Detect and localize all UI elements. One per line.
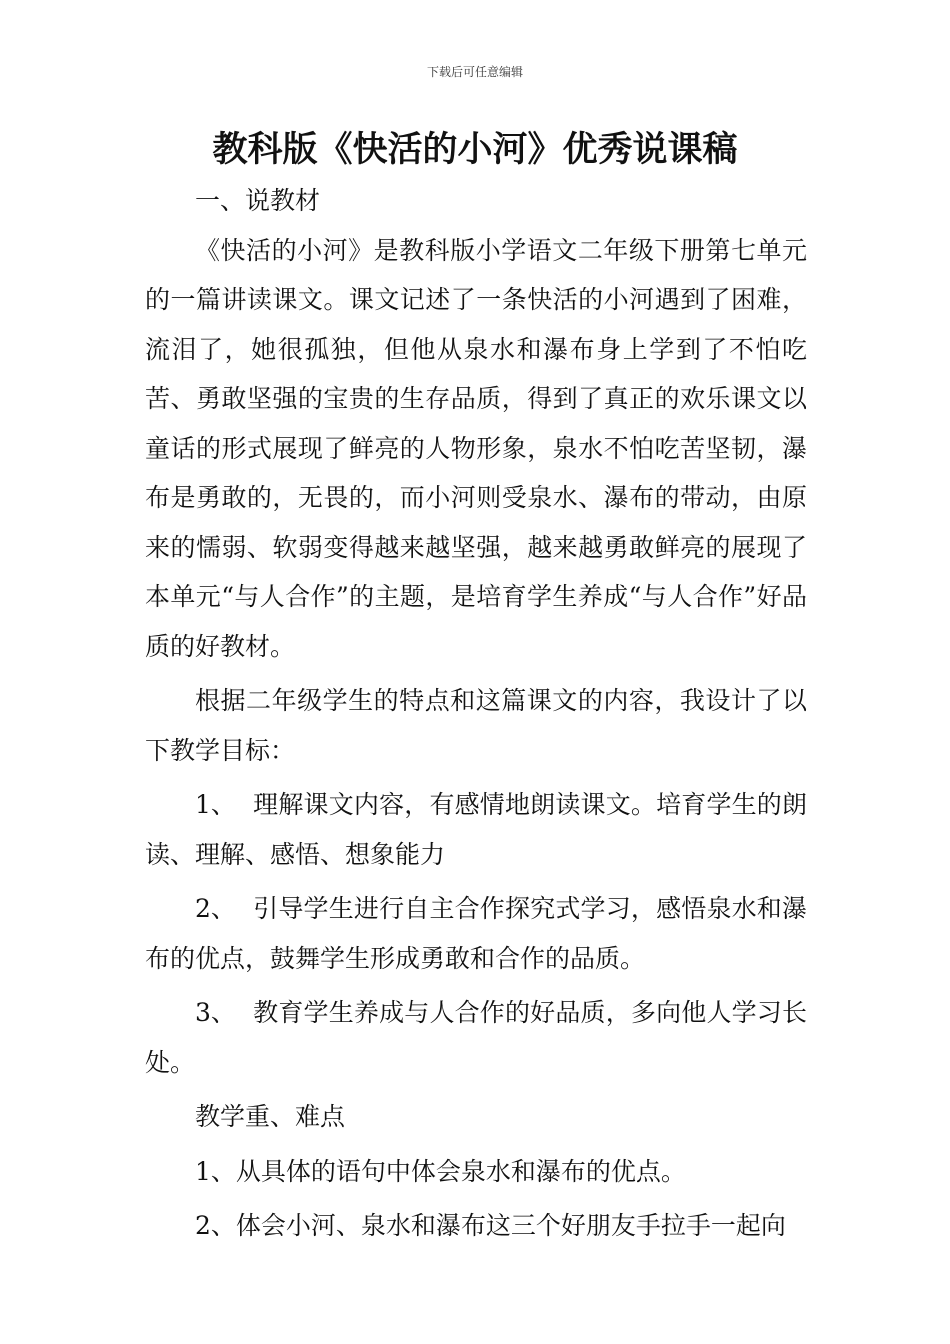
document-title: 教科版《快活的小河》优秀说课稿	[212, 130, 738, 170]
key-point-item-1: 1、从具体的语句中体会泉水和瀑布的优点。	[195, 1156, 686, 1186]
header-note: 下载后可任意编辑	[426, 65, 523, 79]
section-heading-key-points: 教学重、难点	[195, 1102, 346, 1131]
goal-item-1	[145, 780, 807, 879]
paragraph-material-intro: 《快活的小河》是教科版小学语文二年级下册第七单元的一篇讲读课文。课文记述了一条快活的小河遇到了困难，流泪了，她很孤独，但他从泉水和瀑布身上学到了不怕吃苦、勇敢坚强的宝贵的生存品质，得到了真正的欢乐课文以童话的形式展现了鲜亮的人物形象，泉水不怕吃苦坚韧，瀑布是勇敢的，无畏的，而小河则受泉水、瀑布的带动，由原来的懦弱、软弱变得越来越坚强，越来越勇敢鲜亮的展现了本单元“与人合作”的主题，是培育学生养成“与人合作”好品质的好教材。	[145, 235, 807, 661]
goal-text: 教育学生养成与人合作的好品质，多向他人学习长处。	[145, 998, 807, 1077]
goal-item-3	[145, 988, 807, 1087]
section-heading-teaching-material: 一、说教材	[195, 186, 321, 215]
goal-text: 引导学生进行自主合作探究式学习，感悟泉水和瀑布的优点，鼓舞学生形成勇敢和合作的品质。	[145, 894, 807, 973]
key-point-item-2: 2、体会小河、泉水和瀑布这三个好朋友手拉手一起向	[195, 1211, 786, 1240]
goal-number: 1、	[195, 790, 236, 819]
goal-text: 理解课文内容，有感情地朗读课文。培育学生的朗读、理解、感悟、想象能力	[145, 790, 807, 869]
document-body	[145, 176, 807, 1251]
goal-item-2	[145, 884, 807, 983]
goal-number: 3、	[195, 998, 236, 1027]
paragraph-goals-intro: 根据二年级学生的特点和这篇课文的内容，我设计了以下教学目标：	[145, 686, 807, 765]
goal-number: 2、	[195, 894, 236, 923]
